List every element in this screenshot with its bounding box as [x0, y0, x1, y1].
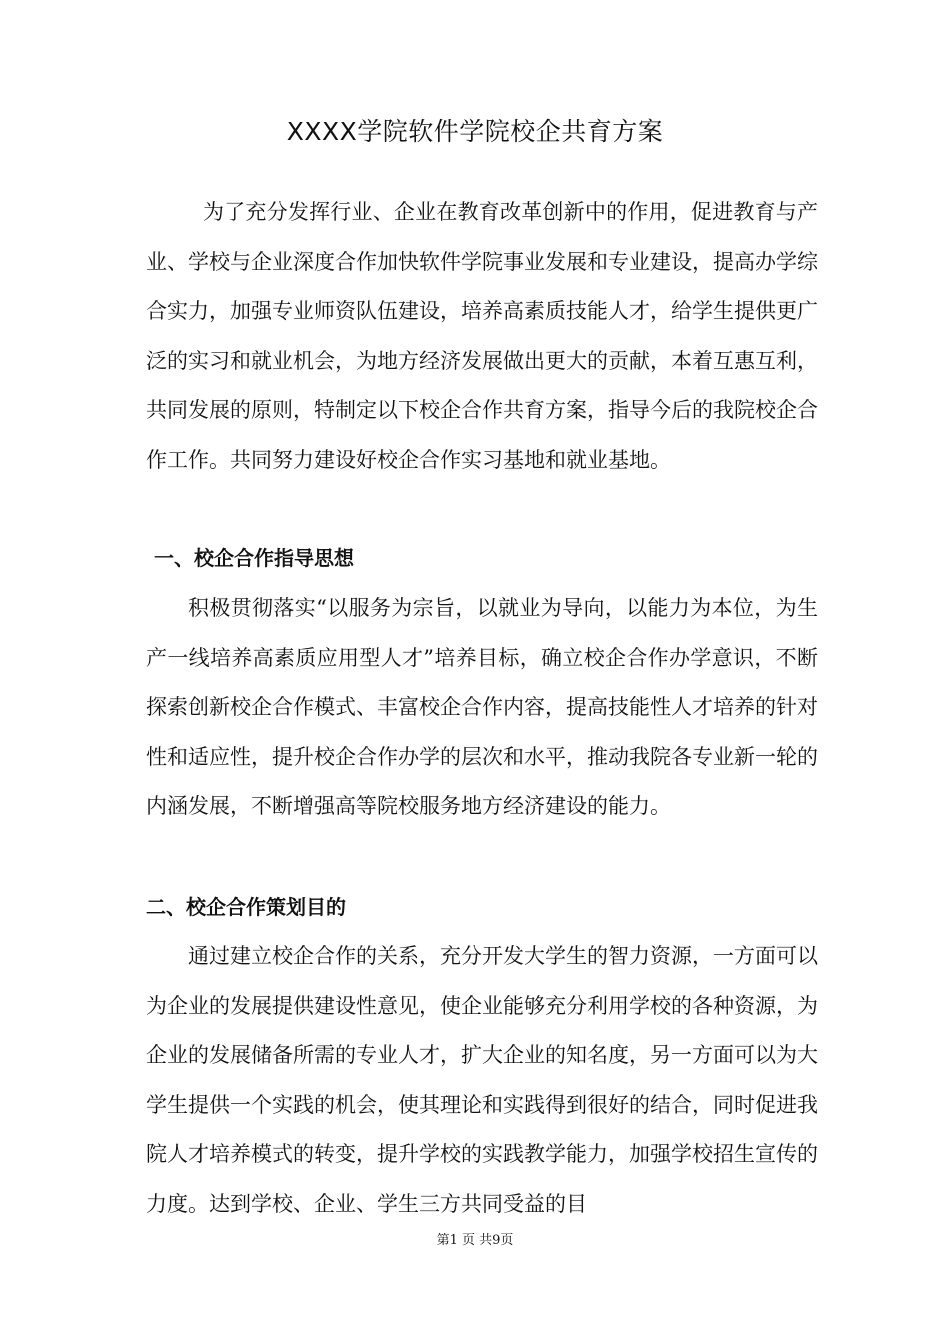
section-heading-1: 一、校企合作指导思想: [154, 546, 354, 570]
page-footer: 第1 页 共9页: [436, 1233, 514, 1248]
section-heading-2: 二、校企合作策划目的: [146, 895, 346, 919]
section-body-1: 积极贯彻落实“以服务为宗旨，以就业为导向，以能力为本位，为生产一线培养高素质应用型人才”培养目标，确立校企合作办学意识，不断探索创新校企合作模式、丰富校企合作内容，提高技能性人才培养的针对性和适应性，提升校企合作办学的层次和水平，推动我院各专业新一轮的内涵发展，不断增强高等院校服务地方经济建设的能力。: [146, 596, 818, 819]
section-body-2: 通过建立校企合作的关系，充分开发大学生的智力资源，一方面可以为企业的发展提供建设性意见，使企业能够充分利用学校的各种资源，为企业的发展储备所需的专业人才，扩大企业的知名度，另一方面可以为大学生提供一个实践的机会，使其理论和实践得到很好的结合，同时促进我院人才培养模式的转变，提升学校的实践教学能力，加强学校招生宣传的力度。达到学校、企业、学生三方共同受益的目: [146, 944, 818, 1216]
document-title: XXXX学院软件学院校企共育方案: [286, 117, 664, 146]
intro-paragraph: 为了充分发挥行业、企业在教育改革创新中的作用，促进教育与产业、学校与企业深度合作加快软件学院事业发展和专业建设，提高办学综合实力，加强专业师资队伍建设，培养高素质技能人才，给学生提供更广泛的实习和就业机会，为地方经济发展做出更大的贡献，本着互惠互利，共同发展的原则，特制定以下校企合作共育方案，指导今后的我院校企合作工作。共同努力建设好校企合作实习基地和就业基地。: [146, 200, 818, 472]
